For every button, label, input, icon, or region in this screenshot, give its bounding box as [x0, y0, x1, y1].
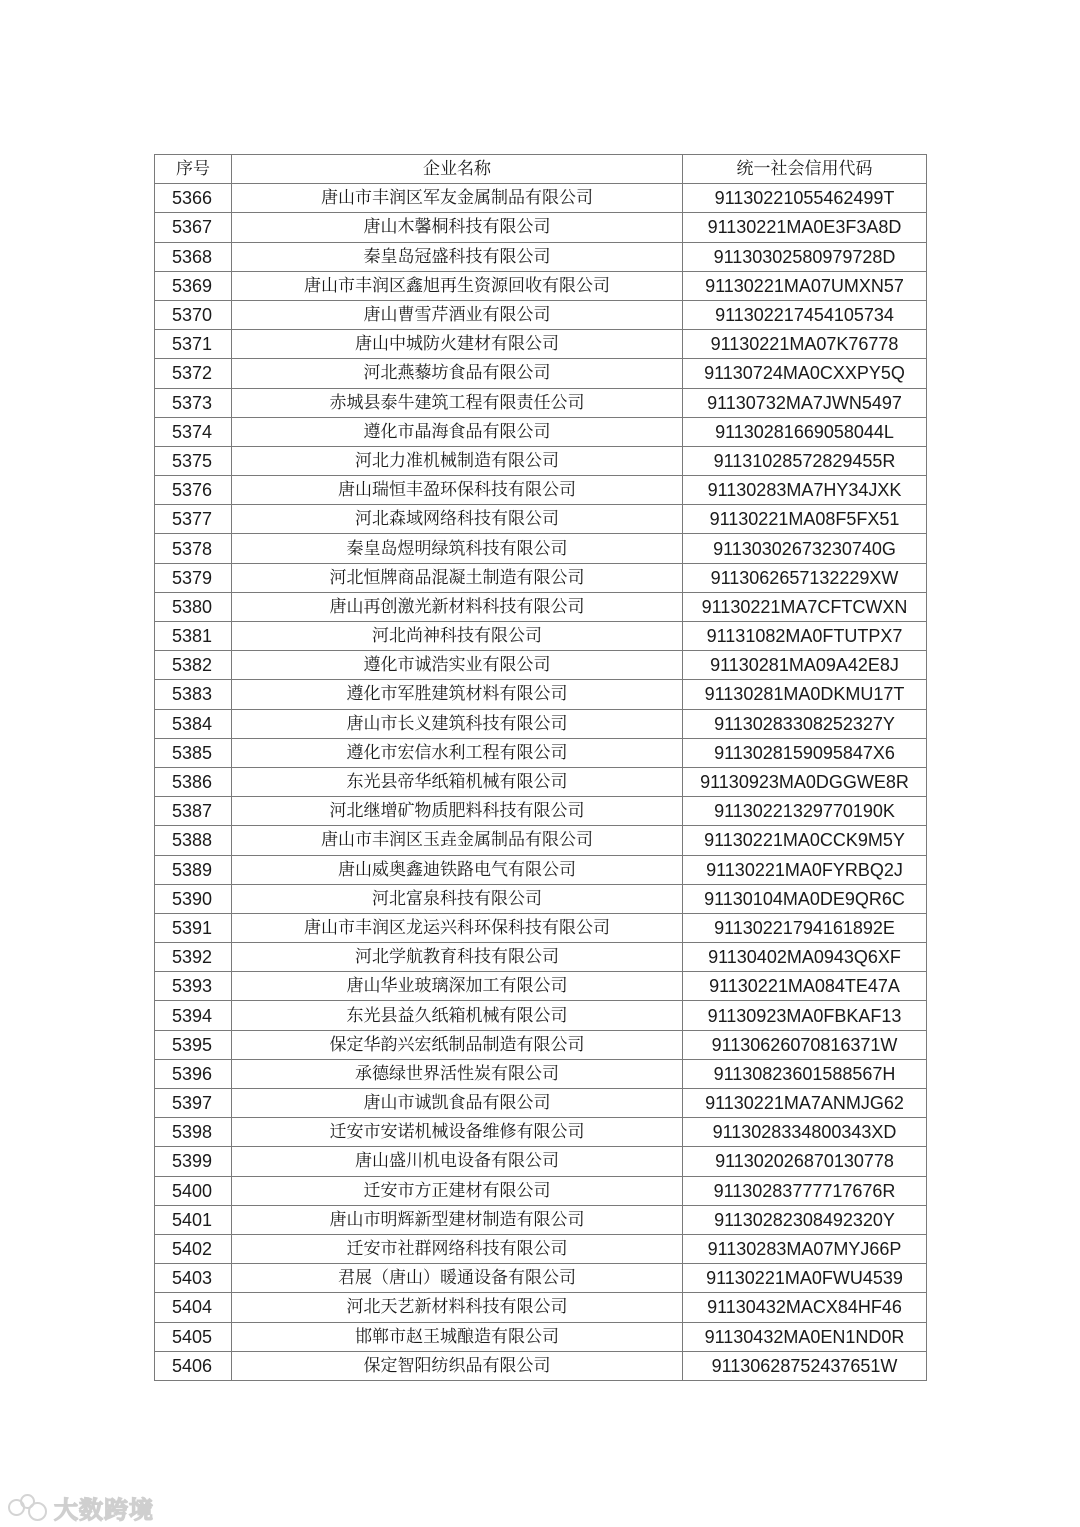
table-row	[155, 1030, 927, 1059]
credit-code-cell: 91130283777717676R	[683, 1176, 927, 1205]
table-row	[155, 1176, 927, 1205]
credit-code-cell: 9113028334800343XD	[683, 1118, 927, 1147]
credit-code-cell: 91130221MA07UMXN57	[683, 271, 927, 300]
enterprise-name-cell: 遵化市诚浩实业有限公司	[232, 651, 683, 680]
credit-code-cell: 91130221MA7CFTCWXN	[683, 592, 927, 621]
serial-number-cell: 5394	[155, 1001, 232, 1030]
serial-number-cell: 5387	[155, 797, 232, 826]
serial-number-cell: 5393	[155, 972, 232, 1001]
enterprise-name-cell: 唐山木馨桐科技有限公司	[232, 213, 683, 242]
credit-code-cell: 91131082MA0FTUTPX7	[683, 622, 927, 651]
credit-code-cell: 91130732MA7JWN5497	[683, 388, 927, 417]
credit-code-cell: 91130628752437651W	[683, 1351, 927, 1380]
table-row	[155, 651, 927, 680]
enterprise-name-cell: 唐山华业玻璃深加工有限公司	[232, 972, 683, 1001]
credit-code-cell: 91130302580979728D	[683, 242, 927, 271]
chain-rings-logo-icon	[8, 1494, 48, 1520]
table-row	[155, 1293, 927, 1322]
enterprise-name-cell: 秦皇岛煜明绿筑科技有限公司	[232, 534, 683, 563]
serial-number-cell: 5395	[155, 1030, 232, 1059]
table-row	[155, 505, 927, 534]
table-row	[155, 1118, 927, 1147]
enterprise-name-cell: 迁安市社群网络科技有限公司	[232, 1234, 683, 1263]
enterprise-name-cell: 东光县益久纸箱机械有限公司	[232, 1001, 683, 1030]
table-row	[155, 330, 927, 359]
table-row	[155, 300, 927, 329]
header-credit-code: 统一社会信用代码	[683, 155, 927, 184]
serial-number-cell: 5368	[155, 242, 232, 271]
serial-number-cell: 5403	[155, 1264, 232, 1293]
enterprise-name-cell: 唐山中城防火建材有限公司	[232, 330, 683, 359]
table-row	[155, 913, 927, 942]
credit-code-cell: 91130221055462499T	[683, 184, 927, 213]
table-row	[155, 1264, 927, 1293]
enterprise-name-cell: 唐山曹雪芹酒业有限公司	[232, 300, 683, 329]
table-row	[155, 943, 927, 972]
enterprise-name-cell: 河北力准机械制造有限公司	[232, 446, 683, 475]
credit-code-cell: 91130281MA09A42E8J	[683, 651, 927, 680]
credit-code-cell: 91130432MA0EN1ND0R	[683, 1322, 927, 1351]
enterprise-name-cell: 河北燕藜坊食品有限公司	[232, 359, 683, 388]
credit-code-cell: 91130104MA0DE9QR6C	[683, 884, 927, 913]
credit-code-cell: 911302026870130778	[683, 1147, 927, 1176]
serial-number-cell: 5366	[155, 184, 232, 213]
serial-number-cell: 5374	[155, 417, 232, 446]
enterprise-name-cell: 唐山瑞恒丰盈环保科技有限公司	[232, 476, 683, 505]
enterprise-list-table	[154, 154, 927, 1381]
serial-number-cell: 5375	[155, 446, 232, 475]
enterprise-name-cell: 承德绿世界活性炭有限公司	[232, 1059, 683, 1088]
table-row	[155, 1322, 927, 1351]
enterprise-name-cell: 唐山市长义建筑科技有限公司	[232, 709, 683, 738]
table-header-row	[155, 155, 927, 184]
credit-code-cell: 911306265713222​9XW	[683, 563, 927, 592]
table-row	[155, 738, 927, 767]
table-row	[155, 1351, 927, 1380]
header-serial-number: 序号	[155, 155, 232, 184]
enterprise-name-cell: 河北继增矿物质肥料科技有限公司	[232, 797, 683, 826]
enterprise-name-cell: 河北恒牌商品混凝土制造有限公司	[232, 563, 683, 592]
table-row	[155, 1205, 927, 1234]
credit-code-cell: 91130923MA0FBKAF13	[683, 1001, 927, 1030]
serial-number-cell: 5384	[155, 709, 232, 738]
credit-code-cell: 91130221MA0FYRBQ2J	[683, 855, 927, 884]
table-row	[155, 359, 927, 388]
serial-number-cell: 5392	[155, 943, 232, 972]
serial-number-cell: 5371	[155, 330, 232, 359]
enterprise-name-cell: 赤城县泰牛建筑工程有限责任公司	[232, 388, 683, 417]
credit-code-cell: 91130221MA0CCK9M5Y	[683, 826, 927, 855]
serial-number-cell: 5380	[155, 592, 232, 621]
table-row	[155, 622, 927, 651]
enterprise-name-cell: 唐山市诚凯食品有限公司	[232, 1089, 683, 1118]
table-row	[155, 1234, 927, 1263]
enterprise-name-cell: 唐山市丰润区军友金属制品有限公司	[232, 184, 683, 213]
serial-number-cell: 5373	[155, 388, 232, 417]
credit-code-cell: 91130282308492320Y	[683, 1205, 927, 1234]
table-row	[155, 242, 927, 271]
serial-number-cell: 5389	[155, 855, 232, 884]
enterprise-name-cell: 唐山市丰润区龙运兴科环保科技有限公司	[232, 913, 683, 942]
serial-number-cell: 5379	[155, 563, 232, 592]
enterprise-name-cell: 遵化市宏信水利工程有限公司	[232, 738, 683, 767]
serial-number-cell: 5386	[155, 767, 232, 796]
serial-number-cell: 5370	[155, 300, 232, 329]
serial-number-cell: 5391	[155, 913, 232, 942]
table-body	[155, 184, 927, 1381]
credit-code-cell: 91130221MA084TE47A	[683, 972, 927, 1001]
table-row	[155, 680, 927, 709]
credit-code-cell: 9113028159095847X6	[683, 738, 927, 767]
credit-code-cell: 91130283308252327Y	[683, 709, 927, 738]
credit-code-cell: 91130281MA0DKMU17T	[683, 680, 927, 709]
enterprise-name-cell: 唐山市丰润区玉垚金属制品有限公司	[232, 826, 683, 855]
credit-code-cell: 91131028572829455R	[683, 446, 927, 475]
credit-code-cell: 91130402MA0943Q6XF	[683, 943, 927, 972]
enterprise-name-cell: 遵化市军胜建筑材料有限公司	[232, 680, 683, 709]
serial-number-cell: 5399	[155, 1147, 232, 1176]
enterprise-name-cell: 唐山盛川机电设备有限公司	[232, 1147, 683, 1176]
serial-number-cell: 5396	[155, 1059, 232, 1088]
table-row	[155, 184, 927, 213]
credit-code-cell: 91130221329770190K	[683, 797, 927, 826]
serial-number-cell: 5402	[155, 1234, 232, 1263]
serial-number-cell: 5378	[155, 534, 232, 563]
serial-number-cell: 5401	[155, 1205, 232, 1234]
table-row	[155, 476, 927, 505]
enterprise-name-cell: 遵化市晶海食品有限公司	[232, 417, 683, 446]
credit-code-cell: 91130626070816371W	[683, 1030, 927, 1059]
table-row	[155, 709, 927, 738]
enterprise-name-cell: 邯郸市赵王城酿造有限公司	[232, 1322, 683, 1351]
table-row	[155, 592, 927, 621]
serial-number-cell: 5390	[155, 884, 232, 913]
serial-number-cell: 5381	[155, 622, 232, 651]
enterprise-name-cell: 河北学航教育科技有限公司	[232, 943, 683, 972]
table-row	[155, 855, 927, 884]
enterprise-name-cell: 迁安市方正建材有限公司	[232, 1176, 683, 1205]
serial-number-cell: 5372	[155, 359, 232, 388]
enterprise-name-cell: 唐山威奥鑫迪铁路电气有限公司	[232, 855, 683, 884]
serial-number-cell: 5367	[155, 213, 232, 242]
serial-number-cell: 5400	[155, 1176, 232, 1205]
table-row	[155, 767, 927, 796]
serial-number-cell: 5397	[155, 1089, 232, 1118]
enterprise-name-cell: 河北森域网络科技有限公司	[232, 505, 683, 534]
table-row	[155, 563, 927, 592]
table-row	[155, 826, 927, 855]
table-row	[155, 446, 927, 475]
serial-number-cell: 5383	[155, 680, 232, 709]
serial-number-cell: 5398	[155, 1118, 232, 1147]
enterprise-name-cell: 唐山市丰润区鑫旭再生资源回收有限公司	[232, 271, 683, 300]
enterprise-name-cell: 东光县帝华纸箱机械有限公司	[232, 767, 683, 796]
credit-code-cell: 91130432MACX84HF46	[683, 1293, 927, 1322]
header-enterprise-name: 企业名称	[232, 155, 683, 184]
enterprise-name-cell: 唐山再创激光新材料科技有限公司	[232, 592, 683, 621]
table-row	[155, 534, 927, 563]
credit-code-cell: 91130283MA7HY34JXK	[683, 476, 927, 505]
watermark-text: 大数跨境	[54, 1495, 154, 1524]
watermark	[8, 1490, 154, 1524]
credit-code-cell: 91130724MA0CXXPY5Q	[683, 359, 927, 388]
enterprise-name-cell: 秦皇岛冠盛科技有限公司	[232, 242, 683, 271]
serial-number-cell: 5376	[155, 476, 232, 505]
credit-code-cell: 91130283MA07MYJ66P	[683, 1234, 927, 1263]
table-row	[155, 884, 927, 913]
table-row	[155, 1089, 927, 1118]
credit-code-cell: 91130221MA08F5FX51	[683, 505, 927, 534]
credit-code-cell: 91130221MA0FWU4539	[683, 1264, 927, 1293]
enterprise-name-cell: 保定华韵兴宏纸制品制造有限公司	[232, 1030, 683, 1059]
table-row	[155, 797, 927, 826]
serial-number-cell: 5388	[155, 826, 232, 855]
enterprise-name-cell: 河北天艺新材料科技有限公司	[232, 1293, 683, 1322]
serial-number-cell: 5369	[155, 271, 232, 300]
serial-number-cell: 5405	[155, 1322, 232, 1351]
serial-number-cell: 5385	[155, 738, 232, 767]
credit-code-cell: 91130302673230740G	[683, 534, 927, 563]
serial-number-cell: 5406	[155, 1351, 232, 1380]
table-row	[155, 972, 927, 1001]
table-row	[155, 213, 927, 242]
enterprise-name-cell: 唐山市明辉新型建材制造有限公司	[232, 1205, 683, 1234]
enterprise-name-cell: 河北富泉科技有限公司	[232, 884, 683, 913]
enterprise-name-cell: 迁安市安诺机械设备维修有限公司	[232, 1118, 683, 1147]
serial-number-cell: 5377	[155, 505, 232, 534]
enterprise-name-cell: 君展（唐山）暖通设备有限公司	[232, 1264, 683, 1293]
serial-number-cell: 5404	[155, 1293, 232, 1322]
credit-code-cell: 91130923MA0DGGWE8R	[683, 767, 927, 796]
enterprise-name-cell: 保定智阳纺织品有限公司	[232, 1351, 683, 1380]
credit-code-cell: 91130221MA7ANMJG62	[683, 1089, 927, 1118]
credit-code-cell: 91130221MA07K76778	[683, 330, 927, 359]
table-row	[155, 1147, 927, 1176]
credit-code-cell: 91130823601588567H	[683, 1059, 927, 1088]
table-row	[155, 1059, 927, 1088]
table-row	[155, 271, 927, 300]
table-row	[155, 388, 927, 417]
table-row	[155, 1001, 927, 1030]
enterprise-name-cell: 河北尚神科技有限公司	[232, 622, 683, 651]
table-row	[155, 417, 927, 446]
credit-code-cell: 91130221MA0E3F3A8D	[683, 213, 927, 242]
credit-code-cell: 91130281669058044L	[683, 417, 927, 446]
credit-code-cell: 911302217454105734	[683, 300, 927, 329]
credit-code-cell: 91130221794161892E	[683, 913, 927, 942]
serial-number-cell: 5382	[155, 651, 232, 680]
